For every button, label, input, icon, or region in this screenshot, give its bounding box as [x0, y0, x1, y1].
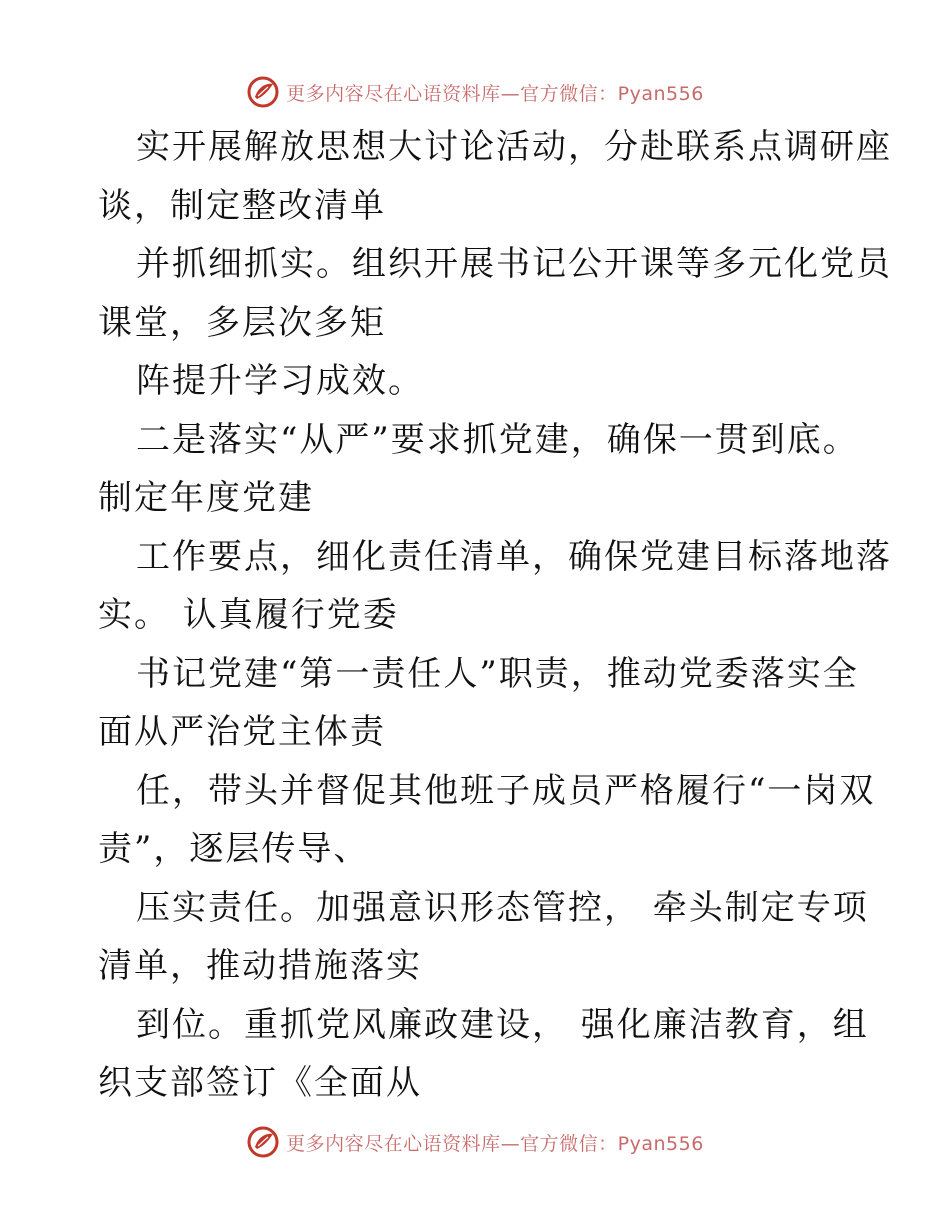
- text-line: 制定年度党建: [98, 478, 314, 518]
- text-line: 到位。重抓党风廉政建设， 强化廉洁教育，组: [136, 1004, 869, 1045]
- watermark-text: 更多内容尽在心语资料库—官方微信：Pyan556: [286, 82, 704, 105]
- text-line: 面从严治党主体责: [98, 712, 386, 752]
- text-line: 织支部签订《全面从: [98, 1063, 422, 1103]
- text-line: 责”，逐层传导、: [98, 829, 370, 869]
- watermark-text: 更多内容尽在心语资料库—官方微信：Pyan556: [286, 1132, 704, 1155]
- text-line: 课堂，多层次多矩: [98, 302, 386, 343]
- text-line: 压实责任。加强意识形态管控， 牵头制定专项: [136, 887, 869, 928]
- watermark-logo-icon: [246, 75, 280, 109]
- text-line: 书记党建“第一责任人”职责，推动党委落实全: [136, 653, 859, 694]
- footer-watermark: [0, 1122, 950, 1162]
- text-line: 谈，制定整改清单: [98, 185, 386, 226]
- watermark-logo-icon: [246, 1125, 280, 1159]
- text-line: 工作要点，细化责任清单，确保党建目标落地落: [136, 536, 892, 577]
- text-line: 实。 认真履行党委: [98, 595, 399, 635]
- text-line: 清单，推动措施落实: [98, 946, 422, 986]
- text-line: 阵提升学习成效。: [136, 361, 424, 401]
- text-line: 任，带头并督促其他班子成员严格履行“一岗双: [136, 770, 876, 811]
- document-body: [98, 118, 892, 1113]
- text-line: 并抓细抓实。组织开展书记公开课等多元化党员: [136, 244, 892, 284]
- text-line: 二是落实“从严”要求抓党建，确保一贯到底。: [136, 419, 859, 460]
- text-line: 实开展解放思想大讨论活动，分赴联系点调研座: [136, 127, 892, 167]
- header-watermark: [0, 72, 950, 112]
